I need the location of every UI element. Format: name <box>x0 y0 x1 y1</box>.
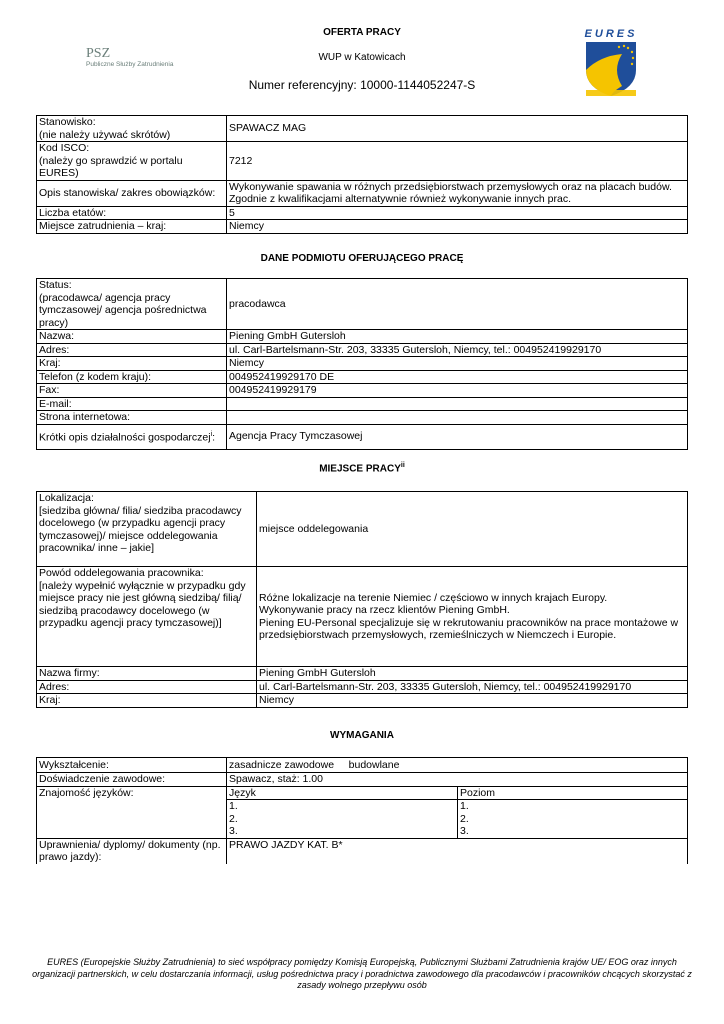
employer-table <box>36 278 688 450</box>
list-item: 3. <box>460 825 469 837</box>
list-item: 1. <box>460 800 469 812</box>
phone-label: Telefon (z kodem kraju): <box>37 370 227 384</box>
website-label: Strona internetowa: <box>37 411 227 425</box>
experience-value: Spawacz, staż: 1.00 <box>227 773 688 787</box>
workplace-country-value: Niemcy <box>257 694 688 708</box>
status-label: Status: (pracodawca/ agencja pracy tymczasowej/ agencja pośrednictwa pracy) <box>37 279 227 330</box>
eures-logo <box>582 26 640 98</box>
website-value <box>227 411 688 425</box>
positions-count-label: Liczba etatów: <box>37 206 227 220</box>
list-item: 1. <box>229 800 238 812</box>
location-value: miejsce oddelegowania <box>257 492 688 567</box>
footnote-marker: i <box>210 431 213 438</box>
isco-label: Kod ISCO: (należy go sprawdzić w portalu EURES) <box>37 142 227 181</box>
table-row <box>37 424 688 449</box>
table-row <box>37 567 688 667</box>
company-name-label: Nazwa firmy: <box>37 667 257 681</box>
fax-label: Fax: <box>37 384 227 398</box>
table-row <box>37 370 688 384</box>
employer-name-label: Nazwa: <box>37 330 227 344</box>
description-label: Opis stanowiska/ zakres obowiązków: <box>37 180 227 206</box>
workplace-country-label: Kraj: <box>37 694 257 708</box>
list-item: 2. <box>229 812 238 825</box>
description-value: Wykonywanie spawania w różnych przedsiębiorstwach przemysłowych oraz na placach budów. Zgodnie z kwalifikacjami alternatywnie również wykonywanie innych prac. <box>227 180 688 206</box>
workplace-address-label: Adres: <box>37 680 257 694</box>
table-row <box>37 116 688 142</box>
licenses-label: Uprawnienia/ dyplomy/ dokumenty (np. prawo jazdy): <box>37 838 227 864</box>
table-row <box>37 492 688 567</box>
level-column-header: Poziom <box>458 786 688 800</box>
table-row <box>37 773 688 787</box>
psz-logo: PSZ Publiczne Służby Zatrudnienia <box>86 46 174 68</box>
list-item: 2. <box>460 812 469 825</box>
table-row <box>37 786 688 800</box>
employer-heading: DANE PODMIOTU OFERUJĄCEGO PRACĘ <box>260 253 464 264</box>
list-item: 3. <box>229 825 238 837</box>
workplace-table <box>36 491 688 708</box>
svg-text:EURES: EURES <box>584 28 638 40</box>
country-label: Miejsce zatrudnienia – kraj: <box>37 220 227 234</box>
email-label: E-mail: <box>37 397 227 411</box>
employer-country-label: Kraj: <box>37 357 227 371</box>
table-row <box>37 680 688 694</box>
employer-address-value: ul. Carl-Bartelsmann-Str. 203, 33335 Gutersloh, Niemcy, tel.: 004952419929170 <box>227 343 688 357</box>
table-row <box>37 357 688 371</box>
table-row <box>37 397 688 411</box>
employer-address-label: Adres: <box>37 343 227 357</box>
fax-value: 004952419929179 <box>227 384 688 398</box>
isco-value: 7212 <box>227 142 688 181</box>
table-row <box>37 142 688 181</box>
experience-label: Doświadczenie zawodowe: <box>37 773 227 787</box>
eures-logo-icon <box>582 26 640 98</box>
position-label: Stanowisko: (nie należy używać skrótów) <box>37 116 227 142</box>
workplace-heading: MIEJSCE PRACY$^{ii}$ <box>319 462 405 475</box>
document-title: OFERTA PRACY <box>323 27 401 38</box>
language-column-header: Język <box>227 786 458 800</box>
table-row <box>37 694 688 708</box>
education-label: Wykształcenie: <box>37 758 227 773</box>
table-row <box>37 220 688 234</box>
country-value: Niemcy <box>227 220 688 234</box>
employer-name-value: Piening GmbH Gutersloh <box>227 330 688 344</box>
phone-value: 004952419929170 DE <box>227 370 688 384</box>
office-name: WUP w Katowicach <box>318 52 406 63</box>
table-row <box>37 206 688 220</box>
education-value: zasadnicze zawodowe budowlane <box>227 758 688 773</box>
table-row <box>37 758 688 773</box>
secondment-reason-label: Powód oddelegowania pracownika: [należy wypełnić wyłącznie w przypadku gdy miejsce pracy nie jest główną siedzibą/ filią/ siedzibą pracodawcy docelowego (w przypadku agencji pracy tymczasowej)] <box>37 567 257 667</box>
positions-count-value: 5 <box>227 206 688 220</box>
licenses-value: PRAWO JAZDY KAT. B* <box>227 838 688 864</box>
business-description-value: Agencja Pracy Tymczasowej <box>227 424 688 449</box>
status-value: pracodawca <box>227 279 688 330</box>
employer-country-value: Niemcy <box>227 357 688 371</box>
table-row <box>37 180 688 206</box>
table-row <box>37 838 688 864</box>
language-list <box>227 800 458 839</box>
table-row <box>37 667 688 681</box>
languages-label: Znajomość języków: <box>37 786 227 838</box>
job-table <box>36 115 688 234</box>
table-row <box>37 330 688 344</box>
email-value <box>227 397 688 411</box>
location-label: Lokalizacja: [siedziba główna/ filia/ siedziba pracodawcy docelowego (w przypadku agencji pracy tymczasowej)/ miejsce oddelegowania pracownika/ inne – jakie] <box>37 492 257 567</box>
requirements-heading: WYMAGANIA <box>330 730 394 741</box>
level-list <box>458 800 688 839</box>
table-row <box>37 279 688 330</box>
requirements-table <box>36 757 688 864</box>
footnote-marker: ii <box>400 462 405 469</box>
workplace-address-value: ul. Carl-Bartelsmann-Str. 203, 33335 Gutersloh, Niemcy, tel.: 004952419929170 <box>257 680 688 694</box>
table-row <box>37 384 688 398</box>
reference-number: Numer referencyjny: 10000-1144052247-S <box>248 78 476 92</box>
business-description-label: Krótki opis działalności gospodarczej$^i$: <box>37 424 227 449</box>
table-row <box>37 343 688 357</box>
secondment-reason-value: Różne lokalizacje na terenie Niemiec / częściowo w innych krajach Europy. Wykonywanie pracy na rzecz klientów Piening GmbH. Piening EU-Personal specjalizuje się w rekrutowaniu pracowników na prace montażowe w przedsiębiorstwach przemysłowych, rzemieślniczych w Niemczech i Europie. <box>257 567 688 667</box>
position-value: SPAWACZ MAG <box>227 116 688 142</box>
table-row <box>37 411 688 425</box>
company-name-value: Piening GmbH Gutersloh <box>257 667 688 681</box>
eures-footer-note: EURES (Europejskie Służby Zatrudnienia) to sieć współpracy pomiędzy Komisją Europejską, Publicznymi Służbami Zatrudnienia krajów UE/ EOG oraz innych organizacji partnerskich, w celu dostarczania informacji, usług pośrednictwa pracy i poradnictwa zawodowego dla pracodawców i pracowników chcących skorzystać z zasady wolnego przepływu osób <box>32 957 692 990</box>
